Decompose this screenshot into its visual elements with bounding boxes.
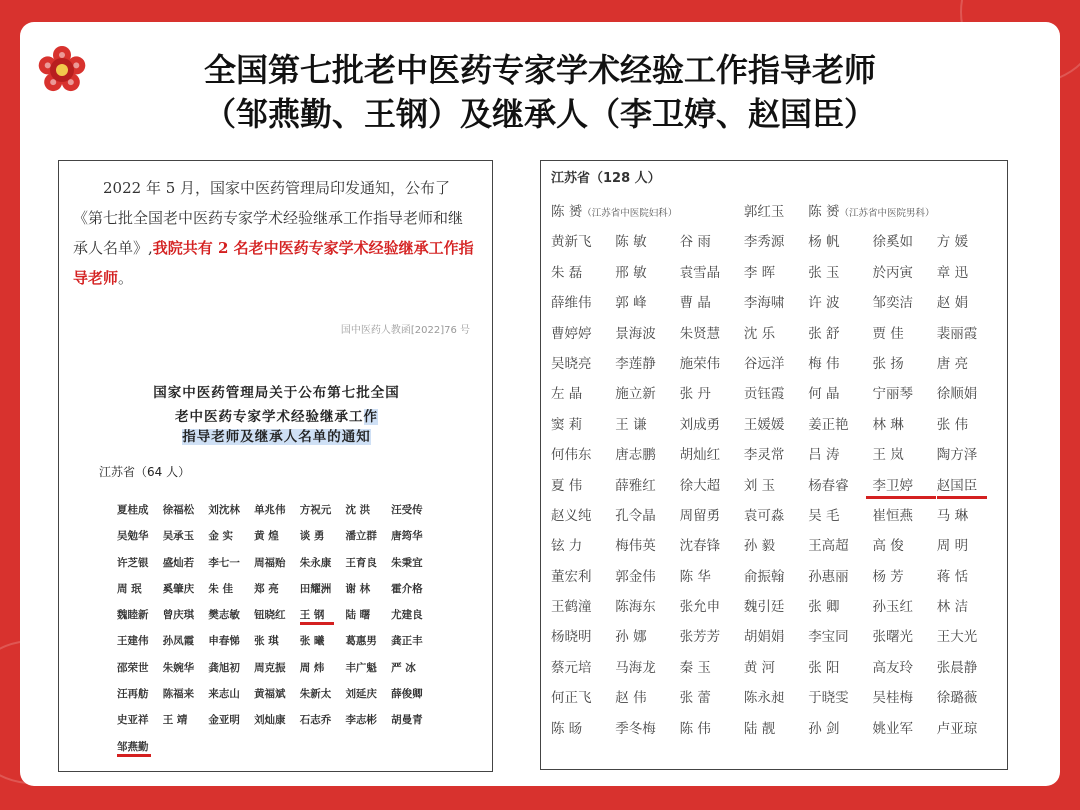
successor-name: 李莲静 xyxy=(615,355,656,372)
teacher-name: 汪再舫 xyxy=(117,688,149,701)
teacher-name: 王 靖 xyxy=(162,714,188,727)
successor-name-text: 郭红玉 xyxy=(743,204,785,220)
successor-name: 施立新 xyxy=(615,386,656,403)
teacher-name: 陈福来 xyxy=(162,688,195,701)
successor-name: 赵国臣 xyxy=(937,471,1001,501)
successor-name: 徐奚如 xyxy=(872,234,913,251)
successor-name: 张 阳 xyxy=(808,659,840,676)
doc-heading-highlight: 指导老师及继承人名单的通知 xyxy=(182,429,371,445)
successor-name: 李宝同 xyxy=(808,629,849,646)
teacher-name: 魏睦新 xyxy=(117,609,149,622)
teacher-name: 葛惠男 xyxy=(345,635,377,648)
successor-name: 窦 莉 xyxy=(551,416,583,433)
successor-name: 黄 河 xyxy=(743,659,776,676)
successor-name: 王 岚 xyxy=(872,447,904,464)
teacher-name: 邵荣世 xyxy=(117,661,149,674)
red-underline-mark xyxy=(866,496,936,499)
teacher-name: 吴承玉 xyxy=(162,530,195,543)
successor-name: 马 琳 xyxy=(936,507,969,524)
successor-name: 谷远洋 xyxy=(743,355,785,372)
teacher-name: 朱新太 xyxy=(299,688,332,701)
successor-name: 姚业军 xyxy=(872,720,913,737)
successor-name: 黄新飞 xyxy=(551,234,592,251)
title-line-2: （邹燕勤、王钢）及继承人（李卫婷、赵国臣） xyxy=(203,95,876,133)
successor-name-text: 陈 赟 xyxy=(808,204,840,220)
successor-name: 李灵常 xyxy=(743,447,785,464)
successor-name: 秦 玉 xyxy=(679,659,711,676)
successor-name: 沈春锋 xyxy=(679,538,721,555)
successor-name: 张 丹 xyxy=(679,386,711,403)
successor-name: 魏引廷 xyxy=(743,599,785,616)
successor-name: 朱 磊 xyxy=(551,264,583,281)
successor-name: 何正飞 xyxy=(551,690,592,707)
teacher-name: 田耀洲 xyxy=(299,582,332,595)
successor-name: 唐志鹏 xyxy=(615,447,656,464)
successor-name: 李秀源 xyxy=(743,234,785,251)
teacher-name: 钮晓红 xyxy=(254,609,286,622)
teacher-name: 郑 亮 xyxy=(254,582,279,595)
successor-name: 陶方泽 xyxy=(936,447,978,464)
doc-heading-highlight: 作 xyxy=(363,409,378,425)
successor-name: 梅 伟 xyxy=(808,355,840,372)
successor-name: 张 玉 xyxy=(808,264,840,281)
teacher-name: 张 琪 xyxy=(254,635,279,648)
teacher-name: 李志彬 xyxy=(345,714,377,727)
successor-name: 杨晓明 xyxy=(551,629,592,646)
successor-name: 吕 涛 xyxy=(808,447,840,464)
successor-name: 姜正艳 xyxy=(808,416,849,433)
teacher-name: 朱婉华 xyxy=(162,661,195,674)
successor-name: 郭 峰 xyxy=(615,295,647,312)
teacher-name: 张 曦 xyxy=(299,635,325,648)
successor-name: 张 扬 xyxy=(872,355,904,372)
successor-name: 孙 剑 xyxy=(808,720,840,737)
successor-name: 杨 帆 xyxy=(808,234,840,251)
successor-name: 张晨静 xyxy=(936,659,978,676)
successor-name: 何伟东 xyxy=(551,447,592,464)
successor-name: 王高超 xyxy=(808,538,849,555)
successor-name: 张 舒 xyxy=(808,325,840,342)
document-number: 国中医药人教函[2022]76 号 xyxy=(340,325,470,336)
province-label: 江苏省（64 人） xyxy=(99,465,191,479)
successor-name: 陈 伟 xyxy=(679,720,711,737)
teacher-name: 刘延庆 xyxy=(345,688,377,701)
successor-name: 蒋 恬 xyxy=(936,568,969,585)
successor-name: 王鹤潼 xyxy=(551,599,592,616)
teacher-name: 严 冰 xyxy=(391,661,416,674)
teacher-name: 霍介格 xyxy=(391,582,423,595)
teacher-name: 朱 佳 xyxy=(208,582,234,595)
successor-name xyxy=(808,197,1001,227)
teacher-name: 唐筠华 xyxy=(391,530,423,543)
successor-name: 於丙寅 xyxy=(872,264,913,281)
teacher-name: 刘灿康 xyxy=(254,714,286,727)
teacher-name: 黄 煌 xyxy=(254,530,279,543)
successor-name: 王 谦 xyxy=(615,416,647,433)
successor-name: 李海啸 xyxy=(743,295,785,312)
successor-name: 林 琳 xyxy=(872,416,904,433)
successor-name: 陈海东 xyxy=(615,599,656,616)
province-label: 江苏省（128 人） xyxy=(551,171,661,186)
successor-name: 裴丽霞 xyxy=(936,325,978,342)
successor-name: 李 晖 xyxy=(743,264,776,281)
doc-heading-line-1: 国家中医药管理局关于公布第七批全国 xyxy=(153,385,400,401)
successor-name: 赵义纯 xyxy=(551,507,592,524)
successor-name: 章 迅 xyxy=(936,264,969,281)
teacher-name: 王建伟 xyxy=(117,635,149,648)
teacher-name: 龚旭初 xyxy=(208,661,240,674)
successor-name: 刘 玉 xyxy=(743,477,776,494)
teacher-name: 夏桂成 xyxy=(117,504,149,516)
successor-name: 张 蕾 xyxy=(679,690,711,707)
successor-name: 陈 华 xyxy=(679,568,711,585)
teacher-name: 周 珉 xyxy=(117,582,142,595)
successor-name: 马海龙 xyxy=(615,659,656,676)
teacher-name: 吴勉华 xyxy=(117,530,149,543)
successor-name: 沈 乐 xyxy=(743,325,776,342)
red-underline-mark xyxy=(300,622,334,625)
successor-name: 赵 娟 xyxy=(936,295,969,312)
successor-name: 袁雪晶 xyxy=(679,264,721,281)
successor-name: 宁丽琴 xyxy=(872,386,913,403)
teacher-name: 孙凤霞 xyxy=(162,635,195,648)
teacher-name: 周克振 xyxy=(254,661,286,674)
successor-name: 张 伟 xyxy=(936,416,969,433)
successor-name xyxy=(551,197,744,227)
successor-name: 孙 毅 xyxy=(743,538,776,555)
successor-name: 张允申 xyxy=(679,599,721,616)
successor-name: 袁可淼 xyxy=(743,507,785,524)
successor-name-grid xyxy=(551,197,1001,744)
successor-name: 曹婷婷 xyxy=(551,325,592,342)
teacher-name: 盛灿若 xyxy=(162,556,195,569)
teacher-name: 周福贻 xyxy=(254,556,286,569)
successor-name: 林 洁 xyxy=(936,599,969,616)
successor-name: 徐璐薇 xyxy=(936,690,978,707)
teacher-name: 曾庆琪 xyxy=(162,609,195,622)
teacher-name: 朱秉宜 xyxy=(391,556,423,569)
successor-name: 邢 敏 xyxy=(615,264,647,281)
notice-text: 2022 年 5 月，国家中医药管理局印发通知，公布了《第七批全国老中医药专家学术经验继承工作指导老师和继承人名单》, xyxy=(73,179,464,257)
teacher-name: 王育良 xyxy=(345,556,377,569)
teacher-name: 徐福松 xyxy=(162,504,195,516)
teacher-name: 汪受传 xyxy=(391,504,423,516)
department-note: （江苏省中医院妇科） xyxy=(582,208,678,219)
successor-name: 薛维伟 xyxy=(551,295,592,312)
successor-name: 吴 毛 xyxy=(808,507,840,524)
flower-logo-icon xyxy=(36,44,88,96)
successor-name: 周留勇 xyxy=(679,507,721,524)
successor-name: 郭金伟 xyxy=(615,568,656,585)
teacher-name: 金亚明 xyxy=(208,714,240,727)
successor-name: 董宏利 xyxy=(551,568,592,585)
successor-name xyxy=(744,197,808,227)
teacher-name: 黄福斌 xyxy=(254,688,286,701)
successor-name: 张 卿 xyxy=(808,599,840,616)
teacher-name: 龚正丰 xyxy=(391,635,423,648)
successor-name: 俞振翰 xyxy=(743,568,785,585)
teacher-name: 尤建良 xyxy=(391,609,423,622)
teacher-name: 许芝银 xyxy=(117,556,149,569)
teacher-name: 樊志敏 xyxy=(208,609,240,622)
successor-name: 杨 芳 xyxy=(872,568,904,585)
teacher-name: 谈 勇 xyxy=(299,530,325,543)
teacher-name: 沈 洪 xyxy=(345,504,371,516)
successor-name: 吴桂梅 xyxy=(872,690,913,707)
successor-name-text: 陈 赟 xyxy=(551,204,583,220)
successor-name: 徐大超 xyxy=(679,477,721,494)
successor-name: 杨春睿 xyxy=(808,477,849,494)
successor-name: 方 媛 xyxy=(936,234,969,251)
successor-name: 王媛媛 xyxy=(743,416,785,433)
successor-name: 李卫婷 xyxy=(872,471,936,501)
successor-name: 贡钰霞 xyxy=(743,386,785,403)
teacher-name: 朱永康 xyxy=(299,556,332,569)
teacher-name: 王 钢 xyxy=(300,602,346,628)
successor-name: 许 波 xyxy=(808,295,840,312)
teacher-name: 胡曼青 xyxy=(391,714,423,727)
teacher-name: 潘立群 xyxy=(345,530,377,543)
successor-name: 薛雅红 xyxy=(615,477,656,494)
successor-name: 徐顺娟 xyxy=(936,386,978,403)
successor-name: 赵 伟 xyxy=(615,690,647,707)
successor-name: 胡灿红 xyxy=(679,447,721,464)
successor-name: 邹奕洁 xyxy=(872,295,913,312)
teacher-name: 来志山 xyxy=(208,688,240,701)
successor-name: 陆 靓 xyxy=(743,720,776,737)
successor-name: 孙 娜 xyxy=(615,629,647,646)
successor-name: 崔恒燕 xyxy=(872,507,913,524)
successor-name: 曹 晶 xyxy=(679,295,711,312)
successor-name: 卢亚琼 xyxy=(936,720,978,737)
successor-name: 梅伟英 xyxy=(615,538,656,555)
red-underline-mark xyxy=(117,754,151,757)
right-document-image xyxy=(540,160,1008,770)
teacher-name: 金 实 xyxy=(208,530,234,543)
successor-name: 刘成勇 xyxy=(679,416,721,433)
successor-name: 朱贤慧 xyxy=(679,325,721,342)
teacher-name: 薛俊卿 xyxy=(391,688,423,701)
teacher-name: 李七一 xyxy=(208,556,240,569)
successor-name: 蔡元培 xyxy=(551,659,592,676)
successor-name: 季冬梅 xyxy=(615,720,656,737)
teacher-name: 刘沈林 xyxy=(208,504,240,516)
doc-heading-line-2 xyxy=(59,405,494,425)
notice-end: 。 xyxy=(118,269,134,287)
notice-paragraph xyxy=(73,173,477,293)
successor-name: 贾 佳 xyxy=(872,325,904,342)
successor-name: 施荣伟 xyxy=(679,355,721,372)
successor-name: 左 晶 xyxy=(551,386,583,403)
successor-name: 铉 力 xyxy=(551,538,583,555)
successor-name: 于晓雯 xyxy=(808,690,849,707)
teacher-name: 周 炜 xyxy=(299,661,325,674)
successor-name: 吴晓亮 xyxy=(551,355,592,372)
successor-name: 王大光 xyxy=(936,629,978,646)
left-document-image xyxy=(58,160,493,772)
teacher-name: 奚肇庆 xyxy=(162,582,195,595)
teacher-name: 史亚祥 xyxy=(117,714,149,727)
teacher-name: 单兆伟 xyxy=(254,504,286,516)
successor-name: 高 俊 xyxy=(872,538,904,555)
teacher-name: 石志乔 xyxy=(299,714,332,727)
page-title xyxy=(100,48,980,136)
successor-name: 陈 敏 xyxy=(615,234,647,251)
successor-name: 孙惠丽 xyxy=(808,568,849,585)
teacher-name: 丰广魁 xyxy=(345,661,377,674)
successor-name: 高友玲 xyxy=(872,659,913,676)
successor-name: 陈永昶 xyxy=(743,690,785,707)
teacher-name: 陆 曙 xyxy=(345,609,371,622)
department-note: （江苏省中医院男科） xyxy=(839,208,935,219)
teacher-name: 邹燕勤 xyxy=(117,734,163,760)
notice-highlight-text: 我院共有 2 名老中医药专家学术经验继承工作指导老师 xyxy=(73,239,474,287)
teacher-name: 谢 林 xyxy=(345,582,371,595)
successor-name: 周 明 xyxy=(936,538,969,555)
successor-name: 谷 雨 xyxy=(679,234,711,251)
successor-name: 孔令晶 xyxy=(615,507,656,524)
teacher-name-grid xyxy=(117,497,437,760)
teacher-name: 方祝元 xyxy=(299,504,332,516)
successor-name: 张曙光 xyxy=(872,629,913,646)
successor-name: 夏 伟 xyxy=(551,477,583,494)
successor-name: 张芳芳 xyxy=(679,629,721,646)
doc-heading-line-2-text: 老中医药专家学术经验继承工 xyxy=(175,409,364,425)
successor-name: 唐 亮 xyxy=(936,355,969,372)
title-line-1: 全国第七批老中医药专家学术经验工作指导老师 xyxy=(203,51,876,89)
successor-name: 何 晶 xyxy=(808,386,840,403)
teacher-name: 申春悌 xyxy=(208,635,240,648)
successor-name: 景海波 xyxy=(615,325,656,342)
doc-heading-line-3 xyxy=(59,425,494,445)
successor-name: 孙玉红 xyxy=(872,599,913,616)
successor-name: 胡娟娟 xyxy=(743,629,785,646)
successor-name: 陈 旸 xyxy=(551,720,583,737)
red-underline-mark xyxy=(937,496,987,499)
